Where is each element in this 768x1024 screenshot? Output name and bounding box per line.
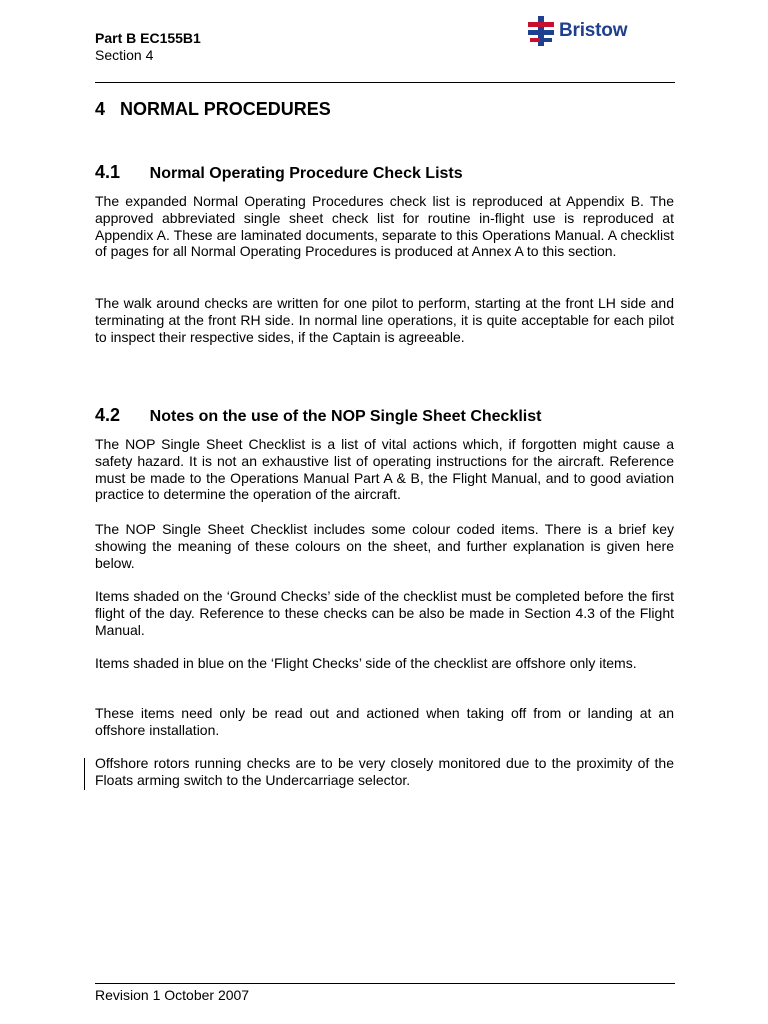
paragraph: The walk around checks are written for one pilot to perform, starting at the front LH side and terminating at the front RH side. In normal line operations, it is quite acceptable for each pilot to inspect their respective sides, if the Captain is agreeable.: [95, 295, 674, 345]
header-text: [95, 30, 201, 64]
revision-change-bar: [84, 758, 85, 790]
paragraph: The NOP Single Sheet Checklist is a list of vital actions which, if forgotten might cause a safety hazard. It is not an exhaustive list of operating instructions for the aircraft. Reference must be made to the Operations Manual Part A & B, the Flight Manual, and to good aviation practice to determine the operation of the aircraft.: [95, 436, 674, 503]
revision-footer: Revision 1 October 2007: [95, 987, 250, 1003]
bristow-logo: [528, 15, 627, 47]
chapter-number: 4: [95, 99, 106, 119]
header-divider: [95, 82, 675, 83]
paragraph: Items shaded on the ‘Ground Checks’ side of the checklist must be completed before the first flight of the day. Reference to these checks can be also be made in Section 4.3 of the Flight Manual.: [95, 588, 674, 638]
document-part: Part B EC155B1: [95, 30, 201, 46]
section-title: Normal Operating Procedure Check Lists: [149, 165, 463, 182]
section-number: 4.2: [95, 405, 121, 425]
section-title: Notes on the use of the NOP Single Sheet Checklist: [149, 408, 542, 425]
chapter-title: NORMAL PROCEDURES: [120, 99, 331, 119]
paragraph: The NOP Single Sheet Checklist includes some colour coded items. There is a brief key showing the meaning of these colours on the sheet, and further explanation is given here below.: [95, 521, 674, 571]
section-number: 4.1: [95, 162, 121, 182]
logo-wordmark: Bristow: [559, 20, 628, 41]
paragraph: Items shaded in blue on the ‘Flight Checks’ side of the checklist are offshore only items.: [95, 655, 637, 671]
paragraph: Offshore rotors running checks are to be very closely monitored due to the proximity of the Floats arming switch to the Undercarriage selector.: [95, 755, 674, 788]
section-heading-4-1: [95, 157, 463, 185]
document-section: Section 4: [95, 47, 154, 63]
footer-divider: [95, 983, 675, 984]
paragraph: The expanded Normal Operating Procedures check list is reproduced at Appendix B. The approved abbreviated single sheet check list for routine in-flight use is reproduced at Appendix A. These are laminated documents, separate to this Operations Manual. A checklist of pages for all Normal Operating Procedures is produced at Annex A to this section.: [95, 193, 674, 260]
paragraph: These items need only be read out and actioned when taking off from or landing at an offshore installation.: [95, 705, 674, 738]
chapter-heading: [95, 99, 331, 120]
section-heading-4-2: [95, 400, 541, 428]
bristow-logo-icon: [528, 16, 554, 46]
